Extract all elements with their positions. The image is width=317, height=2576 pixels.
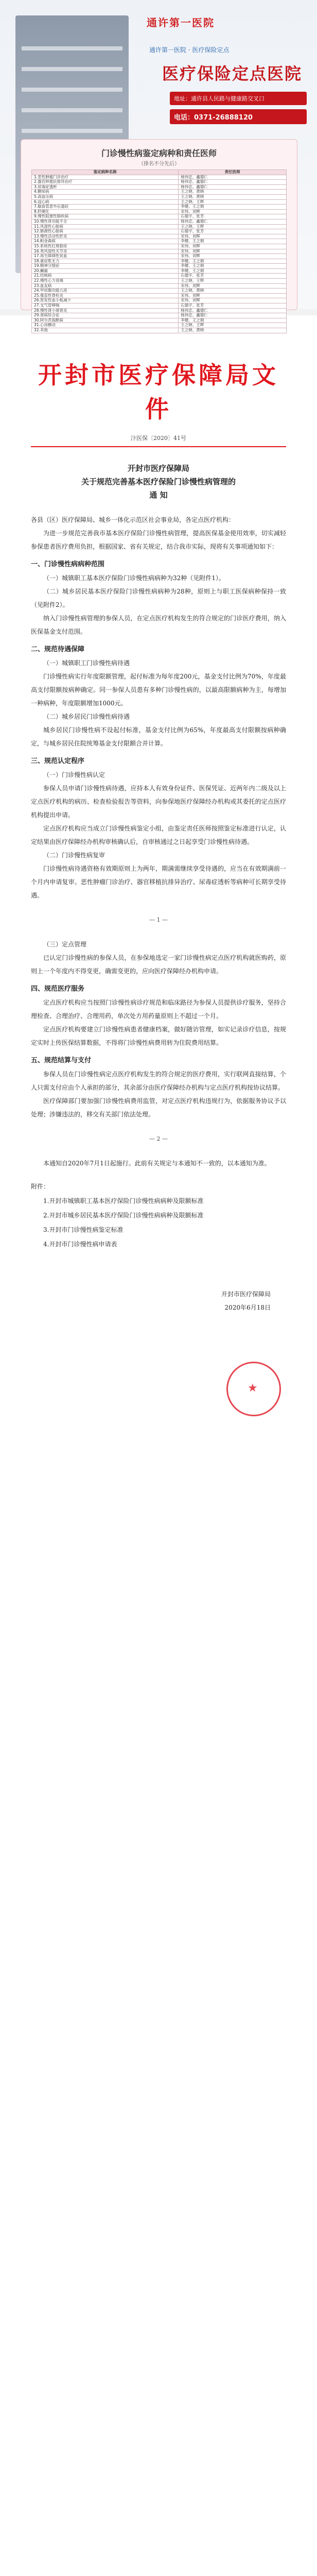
disease-name-cell: 29.肾病综合征 xyxy=(32,313,179,318)
title-line: 通 知 xyxy=(149,490,168,500)
disease-name-cell: 17.再生障碍性贫血 xyxy=(32,254,179,259)
doctor-cell: 石德宇、张芳 xyxy=(179,274,287,279)
paragraph: 门诊慢性病待遇资格有效期原则上为两年，期满需继续享受待遇的，应当在有效期满前一个月内申请复审。恶性肿瘤门诊治疗、器官移植抗排异治疗、尿毒症透析等病种可长期享受待遇。 xyxy=(31,865,286,899)
section-heading: 二、规范待遇保障 xyxy=(31,646,85,653)
salutation: 各县（区）医疗保障局、城乡一体化示范区社会事业局，各定点医疗机构： xyxy=(31,516,235,523)
disease-name-cell: 15.系统性红斑狼疮 xyxy=(32,244,179,249)
table-header-row xyxy=(32,170,287,175)
doctor-cell: 李健、王之娟 xyxy=(179,318,287,323)
disease-name-cell: 3.尿毒症透析 xyxy=(32,184,179,190)
disease-name-cell: 10.慢性肾功能不全 xyxy=(32,219,179,224)
hospital-title: 医疗保险定点医院 xyxy=(162,64,303,83)
document-header: 开封市医疗保障局文件 xyxy=(38,361,279,423)
disease-name-cell: 31.心房颤动 xyxy=(32,323,179,328)
table-subtitle: （排名不分先后） xyxy=(138,161,180,167)
hospital-location: 地址：通许县人民路与健康路交叉口 xyxy=(170,92,307,105)
disease-name-cell: 26.原发性血小板减少 xyxy=(32,298,179,303)
paragraph: （一）城镇职工基本医疗保险门诊慢性病病种为32种（见附件1）。 xyxy=(43,574,225,582)
subsection-heading: （一）门诊慢性病认定 xyxy=(43,771,105,778)
doctor-cell: 王之晓、王辉 xyxy=(179,323,287,328)
paragraph: 参保人员在门诊慢性病定点医疗机构发生的符合规定的医疗费用，实行联网直接结算，个人只需支付应由个人承担的部分，其余部分由医疗保障经办机构与定点医疗机构按协议结算。 xyxy=(31,1071,286,1091)
table-row xyxy=(32,289,287,294)
disease-name-cell: 19.精神分裂症 xyxy=(32,264,179,269)
attachment-item: 2.开封市城乡居民基本医疗保险门诊慢性病病种及限额标准 xyxy=(43,1212,204,1219)
table-row xyxy=(32,308,287,313)
disease-name-cell: 21.结核病 xyxy=(32,274,179,279)
paragraph: 门诊慢性病实行年度限额管理，起付标准为每年度200元，基金支付比例为70%，年度最高支付限额按病种确定。同一参保人员患有多种门诊慢性病的，以最高限额病种为主，每增加一种病种，年度限额增加1000元。 xyxy=(31,673,286,707)
table-row xyxy=(32,303,287,309)
disease-name-cell: 22.慢性心力衰竭 xyxy=(32,279,179,284)
disease-name-cell: 25.强直性脊柱炎 xyxy=(32,293,179,298)
disease-table-card xyxy=(21,139,297,332)
disease-name-cell: 23.血友病 xyxy=(32,283,179,289)
disease-name-cell: 8.肝硬化 xyxy=(32,209,179,214)
doctor-cell: 王之晓、王辉 xyxy=(179,224,287,229)
attachments-label: 附件： xyxy=(31,1183,50,1190)
subsection-heading: （一）城镇职工门诊慢性病待遇 xyxy=(43,659,130,667)
doctor-cell: 宋伟、刘辉 xyxy=(179,298,287,303)
disease-name-cell: 18.重症肌无力 xyxy=(32,259,179,264)
table-row xyxy=(32,234,287,239)
doctor-cell: 李健、王之娟 xyxy=(179,264,287,269)
attachment-item: 1.开封市城镇职工基本医疗保险门诊慢性病病种及限额标准 xyxy=(43,1197,204,1205)
table-row xyxy=(32,214,287,219)
table-row xyxy=(32,249,287,254)
doctor-cell: 李健、王之娟 xyxy=(179,239,287,244)
table-row xyxy=(32,254,287,259)
doctor-cell: 王之晓、黄晓 xyxy=(179,328,287,333)
doctor-cell: 王之晓、黄晓 xyxy=(179,190,287,195)
section-heading: 五、规范结算与支付 xyxy=(31,1057,92,1064)
doctor-cell: 杨伟忠、鑫德仁 xyxy=(179,184,287,190)
doctor-cell: 杨伟忠、鑫德仁 xyxy=(179,219,287,224)
section-heading: 三、规范认定程序 xyxy=(31,757,85,765)
table-row xyxy=(32,239,287,244)
document-number: 汴医保〔2020〕41号 xyxy=(131,435,186,442)
doctor-cell: 宋伟、刘辉 xyxy=(179,293,287,298)
doctor-cell: 王之晓、黄晓 xyxy=(179,289,287,294)
section-heading: 一、门诊慢性病病种范围 xyxy=(31,561,105,568)
disease-name-cell: 24.甲状腺功能亢进 xyxy=(32,289,179,294)
attachment-item: 4.开封市门诊慢性病申请表 xyxy=(43,1241,117,1248)
paragraph: 定点医疗机构应当按照门诊慢性病诊疗规范和临床路径为参保人员提供诊疗服务，坚持合理检查、合理治疗、合理用药，单次处方用药量原则上不超过一个月。 xyxy=(31,999,286,1020)
hospital-phone: 电话：0371-26888120 xyxy=(170,109,307,124)
table-row xyxy=(32,209,287,214)
government-document xyxy=(0,315,317,1438)
table-row xyxy=(32,274,287,279)
disease-name-cell: 28.慢性肾小球肾炎 xyxy=(32,308,179,313)
disease-name-cell: 4.糖尿病 xyxy=(32,190,179,195)
disease-name-cell: 7.脑血管意外后遗症 xyxy=(32,205,179,210)
official-seal-image xyxy=(226,1362,281,1416)
hospital-subtitle: 通许第一医院 · 医疗保险定点 xyxy=(149,46,230,54)
disease-name-cell: 14.帕金森病 xyxy=(32,239,179,244)
subsection-heading: （二）门诊慢性病复审 xyxy=(43,852,105,859)
document-date: 2020年6月18日 xyxy=(224,1304,271,1311)
table-row xyxy=(32,224,287,229)
doctor-cell: 宋伟、刘辉 xyxy=(179,244,287,249)
table-row xyxy=(32,199,287,205)
disease-name-cell: 11.风湿性心脏病 xyxy=(32,224,179,229)
table-row xyxy=(32,259,287,264)
attachment-item: 3.开封市门诊慢性病鉴定标准 xyxy=(43,1226,124,1233)
disease-name-cell: 13.慢性活动性肝炎 xyxy=(32,234,179,239)
disease-name-cell: 1.恶性肿瘤门诊治疗 xyxy=(32,175,179,180)
table-row xyxy=(32,194,287,199)
hospital-name: 通许第一医院 xyxy=(147,16,215,29)
doctor-cell: 王之晓、王辉 xyxy=(179,279,287,284)
paragraph: 定点医疗机构应当成立门诊慢性病鉴定小组，由鉴定责任医师按照鉴定标准进行认定，认定结果由医疗保障经办机构审核确认后，自审核通过之日起享受门诊慢性病待遇。 xyxy=(31,825,286,845)
star-icon: ★ xyxy=(248,1382,258,1395)
disease-name-cell: 27.支气管哮喘 xyxy=(32,303,179,309)
signature: 开封市医疗保障局 xyxy=(221,1291,271,1298)
paragraph: 医疗保障部门要加强门诊慢性病费用监管，对定点医疗机构违规行为，依据服务协议予以处理；涉嫌违法的，移交有关部门依法处理。 xyxy=(31,1097,286,1118)
doctor-cell: 李健、王之娟 xyxy=(179,259,287,264)
doctor-cell: 石德宇、张芳 xyxy=(179,303,287,309)
doctor-cell: 王之晓、黄晓 xyxy=(179,194,287,199)
signature-block xyxy=(31,1287,286,1314)
table-row xyxy=(32,298,287,303)
table-header: 责任医师 xyxy=(179,170,287,175)
doctor-cell: 李健、王之娟 xyxy=(179,205,287,210)
subsection-heading: （三）定点管理 xyxy=(43,941,87,948)
paragraph: 纳入门诊慢性病管理的参保人员，在定点医疗机构发生的符合规定的门诊医疗费用，纳入医保基金支付范围。 xyxy=(31,615,286,635)
disease-name-cell: 20.癫痫 xyxy=(32,268,179,274)
disease-name-cell: 30.阿尔茨海默病 xyxy=(32,318,179,323)
table-row xyxy=(32,180,287,185)
doctor-cell: 宋伟、刘辉 xyxy=(179,254,287,259)
subsection-heading: （二）城乡居民门诊慢性病待遇 xyxy=(43,713,130,720)
disease-name-cell: 5.高血压病 xyxy=(32,194,179,199)
disease-name-cell: 9.慢性阻塞性肺疾病 xyxy=(32,214,179,219)
table-row xyxy=(32,190,287,195)
table-row xyxy=(32,244,287,249)
paragraph: 参保人员申请门诊慢性病待遇，应持本人有效身份证件、医保凭证、近两年内二级及以上定点医疗机构的病历、检查检验报告等资料，向参保地医疗保障经办机构或其委托的定点医疗机构提出申请。 xyxy=(31,785,286,819)
page-number: — 2 — xyxy=(149,1136,168,1142)
doctor-cell: 石德宇、张芳 xyxy=(179,229,287,234)
table-row xyxy=(32,184,287,190)
doctor-cell: 宋伟、刘辉 xyxy=(179,234,287,239)
disease-name-cell: 6.冠心病 xyxy=(32,199,179,205)
disease-name-cell: 32.其他 xyxy=(32,328,179,333)
doctor-cell: 石德宇、张芳 xyxy=(179,214,287,219)
table-row xyxy=(32,264,287,269)
table-row xyxy=(32,205,287,210)
doctor-cell: 杨伟忠、鑫德仁 xyxy=(179,180,287,185)
table-header: 鉴定病种名称 xyxy=(32,170,179,175)
document-title xyxy=(31,462,286,502)
table-row xyxy=(32,229,287,234)
table-row xyxy=(32,268,287,274)
disease-name-cell: 16.类风湿性关节炎 xyxy=(32,249,179,254)
table-row xyxy=(32,283,287,289)
doctor-cell: 宋伟、刘辉 xyxy=(179,209,287,214)
table-row xyxy=(32,219,287,224)
disease-table xyxy=(31,170,287,333)
paragraph: 已认定门诊慢性病的参保人员，在参保地选定一家门诊慢性病定点医疗机构就医购药，原则上一个年度内不得变更，确需变更的，应向医疗保障经办机构申请。 xyxy=(31,954,286,975)
paragraph: 定点医疗机构要建立门诊慢性病患者健康档案，做好随访管理，如实记录诊疗信息，按规定实时上传医保结算数据，不得将门诊慢性病费用转为住院费用结算。 xyxy=(31,1026,286,1046)
section-heading: 四、规范医疗服务 xyxy=(31,985,85,993)
doctor-cell: 李健、王之娟 xyxy=(179,268,287,274)
doctor-cell: 王之晓、王辉 xyxy=(179,199,287,205)
title-line: 开封市医疗保障局 xyxy=(127,464,189,473)
disease-name-cell: 2.器官移植抗排异治疗 xyxy=(32,180,179,185)
paragraph: （二）城乡居民基本医疗保险门诊慢性病病种为28种，原则上与职工医保病种保持一致（见附件2）。 xyxy=(31,588,286,608)
doctor-cell: 杨伟忠、鑫德仁 xyxy=(179,313,287,318)
intro-paragraph: 为进一步规范完善我市基本医疗保险门诊慢性病管理，提高医保基金使用效率，切实减轻参保患者医疗费用负担，根据国家、省有关规定，结合我市实际，现将有关事项通知如下： xyxy=(31,530,286,550)
title-line: 关于规范完善基本医疗保险门诊慢性病管理的 xyxy=(81,477,236,486)
doctor-cell: 宋伟、刘辉 xyxy=(179,283,287,289)
disease-name-cell: 12.肺源性心脏病 xyxy=(32,229,179,234)
table-title: 门诊慢性病鉴定病种和责任医师 xyxy=(101,148,217,158)
closing-paragraph: 本通知自2020年7月1日起施行。此前有关规定与本通知不一致的，以本通知为准。 xyxy=(43,1160,271,1167)
doctor-cell: 杨伟忠、鑫德仁 xyxy=(179,175,287,180)
red-divider xyxy=(31,446,286,447)
page-number: — 1 — xyxy=(149,917,168,923)
doctor-cell: 杨伟忠、鑫德仁 xyxy=(179,308,287,313)
paragraph: 城乡居民门诊慢性病不设起付标准，基金支付比例为65%，年度最高支付限额按病种确定，与城乡居民住院统筹基金支付限额合并计算。 xyxy=(31,726,286,747)
hospital-banner xyxy=(0,0,317,332)
table-row xyxy=(32,279,287,284)
doctor-cell: 宋伟、刘辉 xyxy=(179,249,287,254)
